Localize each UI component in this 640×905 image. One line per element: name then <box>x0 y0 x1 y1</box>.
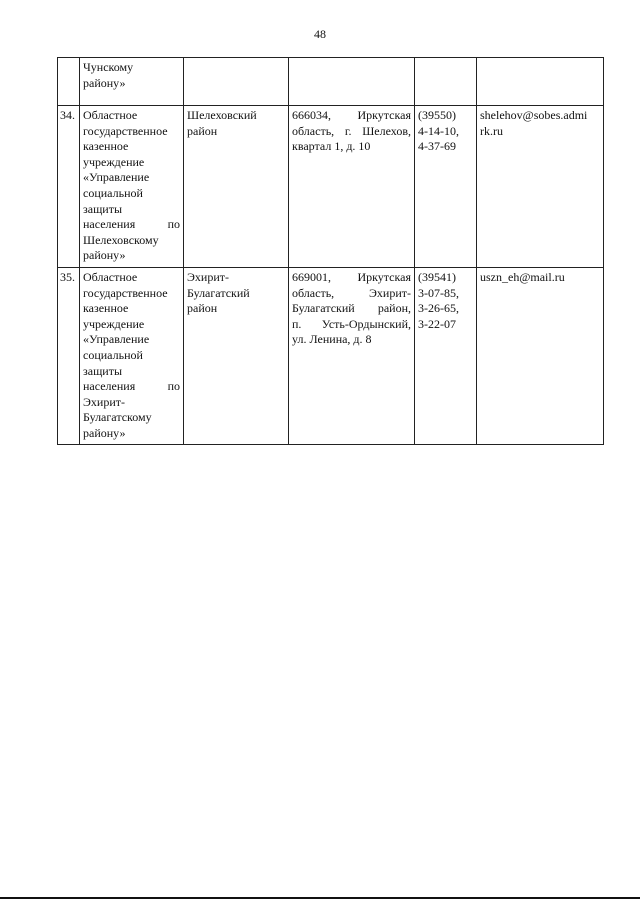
address-word: Усть-Ордынский, <box>321 316 411 331</box>
name-line: Областное <box>83 108 138 122</box>
name-word: по <box>167 379 180 394</box>
district-line: район <box>187 301 218 316</box>
address-word: 669001, <box>292 269 331 284</box>
cell-num: 34. <box>58 106 80 268</box>
address-word: п. <box>292 316 302 331</box>
address-line <box>292 108 411 124</box>
table-row <box>58 106 604 268</box>
address-word: Иркутская <box>357 108 411 122</box>
cell-num: 35. <box>58 267 80 445</box>
phone-line: 4-14-10, <box>418 123 459 138</box>
cell-address <box>289 58 415 106</box>
name-line: району» <box>83 75 126 90</box>
cell-email <box>477 267 604 445</box>
email-line: shelehov@sobes.admi <box>480 108 588 122</box>
district-line: Эхирит- <box>187 269 230 284</box>
name-line: учреждение <box>83 316 145 331</box>
cell-district <box>184 106 289 268</box>
phone-line: 4-37-69 <box>418 139 456 154</box>
name-line: Эхирит- <box>83 394 126 409</box>
cell-email <box>477 58 604 106</box>
table-row-continuation <box>58 58 604 106</box>
name-line: району» <box>83 425 126 440</box>
page-bottom-rule <box>0 897 640 899</box>
address-word: Булагатский <box>292 301 355 316</box>
name-word: по <box>167 217 180 232</box>
address-word: область, <box>292 285 335 300</box>
name-line: учреждение <box>83 154 145 169</box>
name-line: району» <box>83 248 126 263</box>
address-word: 666034, <box>292 108 331 122</box>
cell-institution-name <box>80 58 184 106</box>
cell-email <box>477 106 604 268</box>
phone-line: (39541) <box>418 269 456 284</box>
name-line: государственное <box>83 123 168 138</box>
name-line: государственное <box>83 285 168 300</box>
name-line: защиты <box>83 363 123 378</box>
page-number: 48 <box>314 27 326 41</box>
address-line <box>292 301 411 317</box>
name-line: социальной <box>83 347 143 362</box>
address-word: область, <box>292 123 335 138</box>
address-word: г. <box>344 123 352 138</box>
phone-line: 3-26-65, <box>418 301 459 316</box>
email-line: uszn_eh@mail.ru <box>480 269 565 284</box>
name-line: Областное <box>83 269 138 284</box>
email-line: rk.ru <box>480 123 503 138</box>
table-row <box>58 267 604 445</box>
name-line: Булагатскому <box>83 410 152 425</box>
district-line: Булагатский <box>187 285 250 300</box>
name-line: «Управление <box>83 170 150 185</box>
address-line <box>292 124 411 140</box>
cell-address <box>289 267 415 445</box>
address-word: район, <box>377 301 411 316</box>
name-line: социальной <box>83 185 143 200</box>
phone-line: 3-22-07 <box>418 316 456 331</box>
name-line: защиты <box>83 201 123 216</box>
cell-district <box>184 267 289 445</box>
phone-line: (39550) <box>418 108 456 122</box>
address-word: Шелехов, <box>362 123 411 138</box>
cell-address <box>289 106 415 268</box>
cell-institution-name <box>80 106 184 268</box>
address-word: Эхирит- <box>368 285 411 300</box>
name-line: «Управление <box>83 332 150 347</box>
district-line: район <box>187 123 218 138</box>
address-word: Иркутская <box>357 269 411 284</box>
cell-phone <box>415 106 477 268</box>
name-line: Чунскому <box>83 60 134 74</box>
cell-phone <box>415 58 477 106</box>
name-word: населения <box>83 217 136 232</box>
address-line: квартал 1, д. 10 <box>292 139 371 154</box>
name-word: населения <box>83 379 136 394</box>
cell-district <box>184 58 289 106</box>
name-line: казенное <box>83 301 129 316</box>
cell-phone <box>415 267 477 445</box>
address-line: ул. Ленина, д. 8 <box>292 332 372 347</box>
name-line: казенное <box>83 139 129 154</box>
district-line: Шелеховский <box>187 108 257 122</box>
institutions-table <box>57 57 604 445</box>
name-line-justified <box>83 217 180 233</box>
cell-num <box>58 58 80 106</box>
phone-line: 3-07-85, <box>418 285 459 300</box>
address-line <box>292 270 411 286</box>
name-line-justified <box>83 379 180 395</box>
cell-institution-name <box>80 267 184 445</box>
address-line <box>292 286 411 302</box>
address-line <box>292 317 411 333</box>
name-line: Шелеховскому <box>83 232 159 247</box>
